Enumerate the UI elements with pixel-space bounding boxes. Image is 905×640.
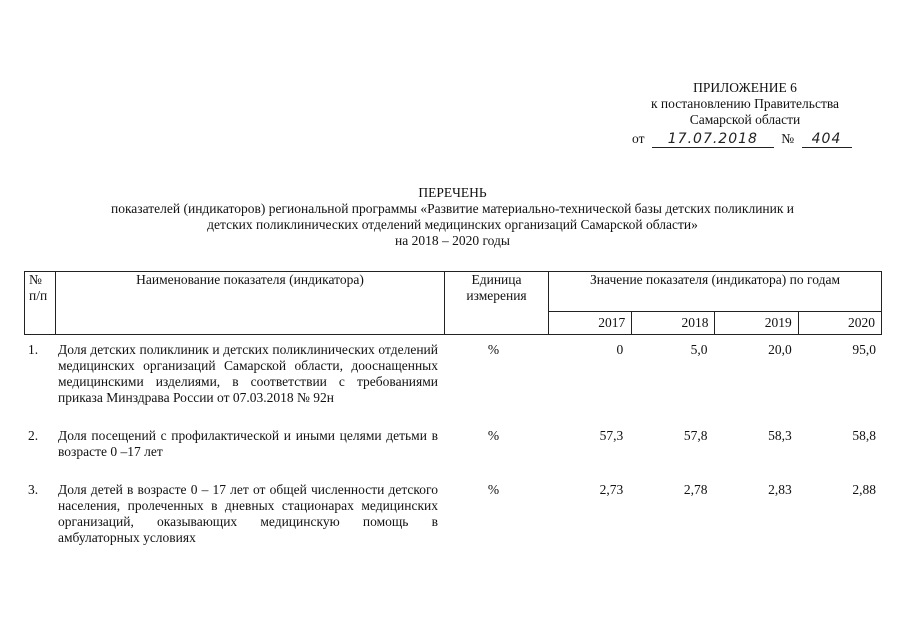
indicator-table-header bbox=[24, 271, 882, 335]
heading-line-3: на 2018 – 2020 годы bbox=[395, 233, 510, 248]
column-header-name: Наименование показателя (индикатора) bbox=[56, 272, 445, 335]
appendix-line-2: Самарской области bbox=[689, 112, 801, 127]
table-row bbox=[24, 428, 882, 460]
decree-number: 404 bbox=[811, 131, 842, 147]
document-heading bbox=[0, 185, 905, 249]
indicator-unit: % bbox=[487, 428, 500, 443]
indicator-value: 57,3 bbox=[599, 428, 624, 443]
row-number: 1. bbox=[28, 342, 39, 357]
appendix-block bbox=[600, 80, 890, 128]
indicator-value: 20,0 bbox=[768, 342, 792, 357]
column-header-value: Значение показателя (индикатора) по годам bbox=[549, 272, 882, 312]
table-row bbox=[24, 482, 882, 546]
year-header: 2019 bbox=[715, 312, 798, 335]
year-header: 2018 bbox=[632, 312, 715, 335]
indicator-unit: % bbox=[487, 482, 500, 497]
indicator-value: 5,0 bbox=[690, 342, 708, 357]
indicator-name: Доля детских поликлиник и детских поликлинических отделений медицинских организаций Самарской области, дооснащенных медицинскими изделиями, в соответствии с требованиями приказа Минздрава России от 07.03.2018 № 92н bbox=[58, 342, 438, 405]
year-header: 2017 bbox=[549, 312, 632, 335]
indicator-unit: % bbox=[487, 342, 500, 357]
appendix-line-1: к постановлению Правительства bbox=[650, 96, 840, 111]
indicator-value: 2,73 bbox=[599, 482, 624, 497]
indicator-value: 2,78 bbox=[683, 482, 708, 497]
year-header: 2020 bbox=[798, 312, 881, 335]
indicator-value: 58,8 bbox=[852, 428, 876, 443]
indicator-value: 95,0 bbox=[852, 342, 876, 357]
indicator-value: 57,8 bbox=[683, 428, 708, 443]
column-header-unit: Единица измерения bbox=[445, 272, 549, 335]
heading-title: ПЕРЕЧЕНЬ bbox=[418, 185, 487, 200]
heading-line-1: показателей (индикаторов) региональной программы «Развитие материально-технической базы детских поликлиник и bbox=[110, 201, 795, 216]
decree-date: 17.07.2018 bbox=[667, 131, 758, 147]
appendix-title: ПРИЛОЖЕНИЕ 6 bbox=[693, 80, 797, 95]
row-number: 2. bbox=[28, 428, 39, 443]
column-header-number: № п/п bbox=[25, 272, 56, 335]
indicator-name: Доля посещений с профилактической и иными целями детьми в возрасте 0 –17 лет bbox=[58, 428, 438, 459]
indicator-name: Доля детей в возрасте 0 – 17 лет от общей численности детского населения, пролеченных в дневных стационарах медицинских организаций, оказывающих медицинскую помощь в амбулаторных условиях bbox=[58, 482, 438, 545]
from-label: от bbox=[632, 131, 645, 146]
heading-line-2: детских поликлинических отделений медицинских организаций Самарской области» bbox=[207, 217, 698, 232]
indicator-table-body bbox=[24, 342, 882, 546]
decree-date-number bbox=[632, 131, 852, 148]
row-number: 3. bbox=[28, 482, 39, 497]
indicator-value: 2,83 bbox=[768, 482, 792, 497]
indicator-value: 2,88 bbox=[852, 482, 876, 497]
indicator-value: 58,3 bbox=[768, 428, 792, 443]
indicator-value: 0 bbox=[616, 342, 624, 357]
table-row bbox=[24, 342, 882, 406]
number-label: № bbox=[781, 131, 795, 146]
